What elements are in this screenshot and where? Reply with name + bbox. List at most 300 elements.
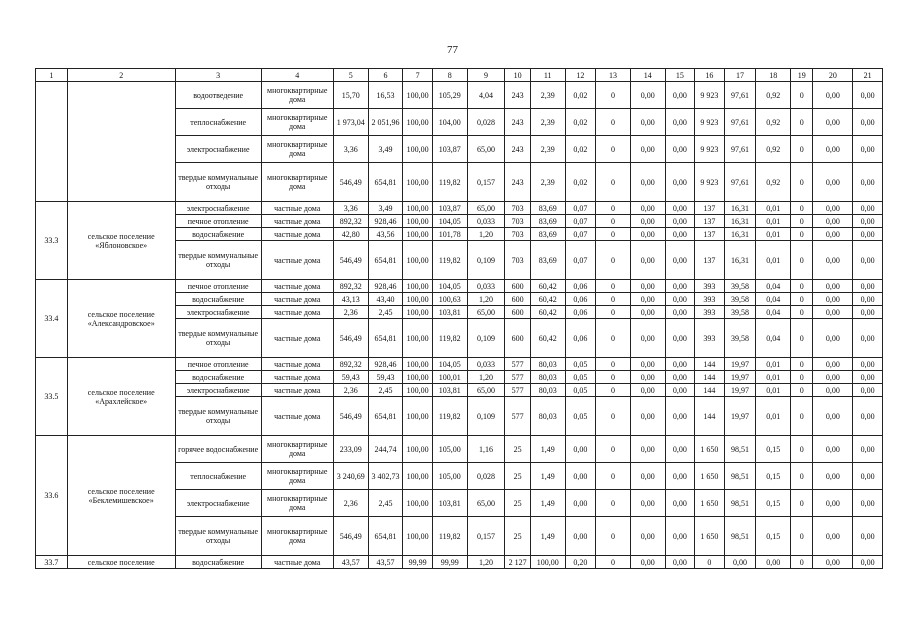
value-cell: 80,03 <box>530 397 565 436</box>
value-cell: 2,39 <box>530 109 565 136</box>
value-cell: 0,00 <box>853 215 883 228</box>
value-cell: 101,78 <box>432 228 467 241</box>
value-cell: 0,00 <box>630 109 665 136</box>
value-cell: 892,32 <box>333 280 368 293</box>
value-cell: 99,99 <box>432 556 467 569</box>
value-cell: 0,00 <box>813 319 853 358</box>
value-cell: 65,00 <box>467 306 505 319</box>
settlement-number: 33.3 <box>36 202 68 280</box>
value-cell: 0 <box>791 306 813 319</box>
value-cell: 97,61 <box>724 136 756 163</box>
value-cell: 0,00 <box>813 517 853 556</box>
value-cell: 0 <box>791 82 813 109</box>
value-cell: 0,06 <box>565 319 596 358</box>
value-cell: 104,05 <box>432 280 467 293</box>
value-cell: 0,00 <box>565 517 596 556</box>
value-cell: 0,02 <box>565 109 596 136</box>
housing-type-cell: многоквартирные дома <box>261 109 333 136</box>
value-cell: 104,05 <box>432 215 467 228</box>
value-cell: 144 <box>695 358 725 371</box>
housing-type-cell: многоквартирные дома <box>261 136 333 163</box>
value-cell: 703 <box>505 215 531 228</box>
value-cell: 0 <box>596 109 631 136</box>
value-cell: 0 <box>791 215 813 228</box>
value-cell: 0,00 <box>665 436 695 463</box>
value-cell: 928,46 <box>368 280 403 293</box>
value-cell: 703 <box>505 241 531 280</box>
value-cell: 0,92 <box>756 163 791 202</box>
value-cell: 654,81 <box>368 319 403 358</box>
value-cell: 100,00 <box>403 371 433 384</box>
settlement-name <box>67 82 175 202</box>
value-cell: 0,04 <box>756 280 791 293</box>
value-cell: 0,033 <box>467 215 505 228</box>
housing-type-cell: частные дома <box>261 306 333 319</box>
value-cell: 60,42 <box>530 293 565 306</box>
value-cell: 0,00 <box>665 109 695 136</box>
column-number: 12 <box>565 69 596 82</box>
value-cell: 103,87 <box>432 202 467 215</box>
value-cell: 0,02 <box>565 136 596 163</box>
service-cell: печное отопление <box>175 215 261 228</box>
value-cell: 0 <box>596 463 631 490</box>
value-cell: 0,00 <box>853 228 883 241</box>
service-cell: твердые коммунальные отходы <box>175 163 261 202</box>
value-cell: 99,99 <box>403 556 433 569</box>
value-cell: 0,00 <box>665 215 695 228</box>
value-cell: 0,033 <box>467 358 505 371</box>
column-number: 4 <box>261 69 333 82</box>
column-number: 19 <box>791 69 813 82</box>
settlement-number: 33.7 <box>36 556 68 569</box>
value-cell: 0,109 <box>467 241 505 280</box>
value-cell: 0 <box>596 358 631 371</box>
column-number: 20 <box>813 69 853 82</box>
value-cell: 0,00 <box>630 306 665 319</box>
value-cell: 9 923 <box>695 82 725 109</box>
column-number: 7 <box>403 69 433 82</box>
value-cell: 0,00 <box>630 371 665 384</box>
value-cell: 80,03 <box>530 384 565 397</box>
value-cell: 892,32 <box>333 358 368 371</box>
tariff-table <box>35 68 883 569</box>
value-cell: 1 650 <box>695 490 725 517</box>
value-cell: 1 650 <box>695 463 725 490</box>
service-cell: печное отопление <box>175 358 261 371</box>
column-number: 2 <box>67 69 175 82</box>
value-cell: 0,06 <box>565 306 596 319</box>
value-cell: 19,97 <box>724 384 756 397</box>
value-cell: 928,46 <box>368 358 403 371</box>
value-cell: 0,00 <box>813 109 853 136</box>
value-cell: 0,02 <box>565 163 596 202</box>
value-cell: 0,109 <box>467 397 505 436</box>
value-cell: 600 <box>505 280 531 293</box>
value-cell: 16,53 <box>368 82 403 109</box>
value-cell: 0,00 <box>813 202 853 215</box>
value-cell: 9 923 <box>695 163 725 202</box>
value-cell: 16,31 <box>724 215 756 228</box>
value-cell: 0,00 <box>630 436 665 463</box>
value-cell: 0,01 <box>756 397 791 436</box>
value-cell: 65,00 <box>467 202 505 215</box>
value-cell: 0,028 <box>467 109 505 136</box>
service-cell: твердые коммунальные отходы <box>175 397 261 436</box>
value-cell: 0,01 <box>756 384 791 397</box>
housing-type-cell: частные дома <box>261 371 333 384</box>
service-cell: водоснабжение <box>175 371 261 384</box>
value-cell: 2,39 <box>530 136 565 163</box>
value-cell: 0,00 <box>813 293 853 306</box>
service-cell: теплоснабжение <box>175 109 261 136</box>
value-cell: 0,00 <box>813 358 853 371</box>
value-cell: 104,05 <box>432 358 467 371</box>
value-cell: 1,49 <box>530 436 565 463</box>
value-cell: 0,00 <box>813 306 853 319</box>
value-cell: 0,07 <box>565 215 596 228</box>
value-cell: 16,31 <box>724 228 756 241</box>
value-cell: 0,00 <box>853 136 883 163</box>
value-cell: 0,033 <box>467 280 505 293</box>
housing-type-cell: многоквартирные дома <box>261 82 333 109</box>
value-cell: 0,02 <box>565 82 596 109</box>
value-cell: 654,81 <box>368 397 403 436</box>
settlement-name: сельское поселение «Арахлейское» <box>67 358 175 436</box>
value-cell: 103,81 <box>432 490 467 517</box>
value-cell: 0 <box>791 163 813 202</box>
value-cell: 0,00 <box>665 384 695 397</box>
value-cell: 233,09 <box>333 436 368 463</box>
value-cell: 105,29 <box>432 82 467 109</box>
value-cell: 3,36 <box>333 202 368 215</box>
table-row <box>36 556 883 569</box>
value-cell: 19,97 <box>724 397 756 436</box>
value-cell: 25 <box>505 490 531 517</box>
value-cell: 144 <box>695 397 725 436</box>
value-cell: 2,45 <box>368 384 403 397</box>
value-cell: 100,00 <box>403 228 433 241</box>
value-cell: 0 <box>791 436 813 463</box>
value-cell: 243 <box>505 82 531 109</box>
value-cell: 0,00 <box>665 358 695 371</box>
value-cell: 0 <box>791 319 813 358</box>
value-cell: 43,57 <box>368 556 403 569</box>
value-cell: 0,15 <box>756 436 791 463</box>
column-number: 6 <box>368 69 403 82</box>
value-cell: 65,00 <box>467 490 505 517</box>
value-cell: 0,00 <box>813 371 853 384</box>
value-cell: 59,43 <box>368 371 403 384</box>
value-cell: 0,157 <box>467 163 505 202</box>
value-cell: 0,00 <box>853 397 883 436</box>
value-cell: 0,00 <box>813 228 853 241</box>
value-cell: 0,15 <box>756 463 791 490</box>
value-cell: 600 <box>505 306 531 319</box>
value-cell: 0,01 <box>756 202 791 215</box>
value-cell: 144 <box>695 384 725 397</box>
value-cell: 0,00 <box>630 293 665 306</box>
value-cell: 0 <box>596 556 631 569</box>
value-cell: 100,00 <box>403 463 433 490</box>
value-cell: 0,00 <box>813 556 853 569</box>
value-cell: 0,00 <box>665 82 695 109</box>
settlement-number <box>36 82 68 202</box>
value-cell: 3 240,69 <box>333 463 368 490</box>
value-cell: 0 <box>596 228 631 241</box>
table-row <box>36 280 883 293</box>
value-cell: 16,31 <box>724 202 756 215</box>
value-cell: 103,81 <box>432 384 467 397</box>
value-cell: 97,61 <box>724 82 756 109</box>
value-cell: 0,00 <box>853 82 883 109</box>
value-cell: 100,00 <box>403 517 433 556</box>
value-cell: 39,58 <box>724 306 756 319</box>
value-cell: 103,81 <box>432 306 467 319</box>
value-cell: 0,00 <box>630 228 665 241</box>
value-cell: 0,00 <box>813 215 853 228</box>
value-cell: 0,00 <box>665 319 695 358</box>
value-cell: 1,20 <box>467 371 505 384</box>
value-cell: 393 <box>695 280 725 293</box>
value-cell: 0,00 <box>813 136 853 163</box>
value-cell: 0,157 <box>467 517 505 556</box>
value-cell: 60,42 <box>530 280 565 293</box>
value-cell: 0,00 <box>853 109 883 136</box>
value-cell: 0,028 <box>467 463 505 490</box>
value-cell: 100,00 <box>403 202 433 215</box>
value-cell: 546,49 <box>333 397 368 436</box>
value-cell: 0,92 <box>756 136 791 163</box>
value-cell: 100,00 <box>403 384 433 397</box>
value-cell: 98,51 <box>724 490 756 517</box>
value-cell: 0 <box>596 82 631 109</box>
value-cell: 43,57 <box>333 556 368 569</box>
value-cell: 100,00 <box>403 82 433 109</box>
value-cell: 0 <box>596 306 631 319</box>
value-cell: 0,15 <box>756 490 791 517</box>
value-cell: 2,45 <box>368 490 403 517</box>
value-cell: 0 <box>791 358 813 371</box>
value-cell: 16,31 <box>724 241 756 280</box>
value-cell: 600 <box>505 319 531 358</box>
value-cell: 119,82 <box>432 241 467 280</box>
value-cell: 703 <box>505 228 531 241</box>
housing-type-cell: частные дома <box>261 556 333 569</box>
column-number: 18 <box>756 69 791 82</box>
service-cell: водоснабжение <box>175 293 261 306</box>
value-cell: 0,00 <box>630 82 665 109</box>
service-cell: твердые коммунальные отходы <box>175 517 261 556</box>
value-cell: 1,20 <box>467 556 505 569</box>
value-cell: 393 <box>695 293 725 306</box>
settlement-number: 33.6 <box>36 436 68 556</box>
value-cell: 0 <box>596 136 631 163</box>
value-cell: 0,00 <box>853 556 883 569</box>
value-cell: 546,49 <box>333 319 368 358</box>
value-cell: 2,36 <box>333 306 368 319</box>
value-cell: 0 <box>596 202 631 215</box>
service-cell: электроснабжение <box>175 384 261 397</box>
value-cell: 0 <box>596 215 631 228</box>
value-cell: 0,04 <box>756 293 791 306</box>
value-cell: 100,00 <box>403 163 433 202</box>
value-cell: 98,51 <box>724 463 756 490</box>
value-cell: 119,82 <box>432 397 467 436</box>
value-cell: 0,07 <box>565 241 596 280</box>
value-cell: 25 <box>505 436 531 463</box>
value-cell: 39,58 <box>724 319 756 358</box>
value-cell: 393 <box>695 319 725 358</box>
value-cell: 119,82 <box>432 163 467 202</box>
value-cell: 9 923 <box>695 136 725 163</box>
value-cell: 2 051,96 <box>368 109 403 136</box>
value-cell: 0,00 <box>665 136 695 163</box>
value-cell: 0 <box>791 556 813 569</box>
value-cell: 0,00 <box>813 436 853 463</box>
column-number: 15 <box>665 69 695 82</box>
value-cell: 0,04 <box>756 319 791 358</box>
settlement-number: 33.5 <box>36 358 68 436</box>
value-cell: 0 <box>791 293 813 306</box>
value-cell: 1,16 <box>467 436 505 463</box>
page-number: 77 <box>447 44 458 56</box>
service-cell: горячее водоснабжение <box>175 436 261 463</box>
value-cell: 105,00 <box>432 436 467 463</box>
value-cell: 0,01 <box>756 241 791 280</box>
value-cell: 0 <box>791 228 813 241</box>
value-cell: 0,07 <box>565 228 596 241</box>
value-cell: 0,00 <box>756 556 791 569</box>
value-cell: 0,92 <box>756 109 791 136</box>
value-cell: 0 <box>596 371 631 384</box>
housing-type-cell: частные дома <box>261 384 333 397</box>
service-cell: водоснабжение <box>175 556 261 569</box>
housing-type-cell: частные дома <box>261 228 333 241</box>
value-cell: 2,36 <box>333 384 368 397</box>
value-cell: 100,00 <box>530 556 565 569</box>
value-cell: 100,00 <box>403 490 433 517</box>
value-cell: 0,20 <box>565 556 596 569</box>
value-cell: 654,81 <box>368 163 403 202</box>
value-cell: 0,00 <box>665 371 695 384</box>
value-cell: 100,00 <box>403 397 433 436</box>
value-cell: 0,00 <box>630 517 665 556</box>
service-cell: твердые коммунальные отходы <box>175 319 261 358</box>
value-cell: 3,49 <box>368 136 403 163</box>
value-cell: 0 <box>596 436 631 463</box>
housing-type-cell: частные дома <box>261 319 333 358</box>
value-cell: 60,42 <box>530 306 565 319</box>
value-cell: 0,01 <box>756 358 791 371</box>
service-cell: электроснабжение <box>175 136 261 163</box>
value-cell: 546,49 <box>333 163 368 202</box>
value-cell: 2,39 <box>530 82 565 109</box>
value-cell: 1,49 <box>530 517 565 556</box>
service-cell: электроснабжение <box>175 490 261 517</box>
value-cell: 0,00 <box>665 241 695 280</box>
service-cell: печное отопление <box>175 280 261 293</box>
value-cell: 103,87 <box>432 136 467 163</box>
value-cell: 0,00 <box>853 517 883 556</box>
value-cell: 0,07 <box>565 202 596 215</box>
value-cell: 1 650 <box>695 517 725 556</box>
housing-type-cell: многоквартирные дома <box>261 463 333 490</box>
value-cell: 0,00 <box>853 306 883 319</box>
value-cell: 1,20 <box>467 293 505 306</box>
value-cell: 119,82 <box>432 517 467 556</box>
value-cell: 0,00 <box>853 463 883 490</box>
settlement-name: сельское поселение «Беклемишевское» <box>67 436 175 556</box>
column-number: 10 <box>505 69 531 82</box>
housing-type-cell: частные дома <box>261 280 333 293</box>
value-cell: 83,69 <box>530 241 565 280</box>
service-cell: твердые коммунальные отходы <box>175 241 261 280</box>
value-cell: 105,00 <box>432 463 467 490</box>
value-cell: 137 <box>695 228 725 241</box>
value-cell: 0,01 <box>756 371 791 384</box>
value-cell: 0,00 <box>813 490 853 517</box>
value-cell: 546,49 <box>333 517 368 556</box>
value-cell: 100,00 <box>403 241 433 280</box>
settlement-name: сельское поселение <box>67 556 175 569</box>
value-cell: 600 <box>505 293 531 306</box>
service-cell: водоснабжение <box>175 228 261 241</box>
value-cell: 0 <box>791 371 813 384</box>
value-cell: 577 <box>505 358 531 371</box>
service-cell: электроснабжение <box>175 202 261 215</box>
value-cell: 0,06 <box>565 280 596 293</box>
value-cell: 80,03 <box>530 358 565 371</box>
value-cell: 43,40 <box>368 293 403 306</box>
value-cell: 137 <box>695 202 725 215</box>
column-number: 5 <box>333 69 368 82</box>
value-cell: 104,00 <box>432 109 467 136</box>
value-cell: 119,82 <box>432 319 467 358</box>
value-cell: 0,00 <box>565 436 596 463</box>
value-cell: 137 <box>695 215 725 228</box>
housing-type-cell: частные дома <box>261 202 333 215</box>
value-cell: 577 <box>505 371 531 384</box>
housing-type-cell: частные дома <box>261 358 333 371</box>
value-cell: 0,00 <box>565 490 596 517</box>
value-cell: 0,00 <box>665 202 695 215</box>
value-cell: 0,00 <box>630 397 665 436</box>
value-cell: 0,05 <box>565 384 596 397</box>
service-cell: водоотведение <box>175 82 261 109</box>
value-cell: 100,00 <box>403 436 433 463</box>
value-cell: 0,05 <box>565 397 596 436</box>
value-cell: 0,00 <box>630 215 665 228</box>
value-cell: 19,97 <box>724 371 756 384</box>
value-cell: 0 <box>596 293 631 306</box>
value-cell: 243 <box>505 136 531 163</box>
value-cell: 928,46 <box>368 215 403 228</box>
value-cell: 577 <box>505 384 531 397</box>
table-row <box>36 436 883 463</box>
value-cell: 1,49 <box>530 490 565 517</box>
service-cell: теплоснабжение <box>175 463 261 490</box>
value-cell: 0 <box>791 463 813 490</box>
value-cell: 98,51 <box>724 436 756 463</box>
value-cell: 0 <box>791 397 813 436</box>
value-cell: 98,51 <box>724 517 756 556</box>
value-cell: 1,49 <box>530 463 565 490</box>
value-cell: 80,03 <box>530 371 565 384</box>
value-cell: 2 127 <box>505 556 531 569</box>
housing-type-cell: многоквартирные дома <box>261 517 333 556</box>
value-cell: 0,00 <box>630 556 665 569</box>
value-cell: 100,00 <box>403 319 433 358</box>
